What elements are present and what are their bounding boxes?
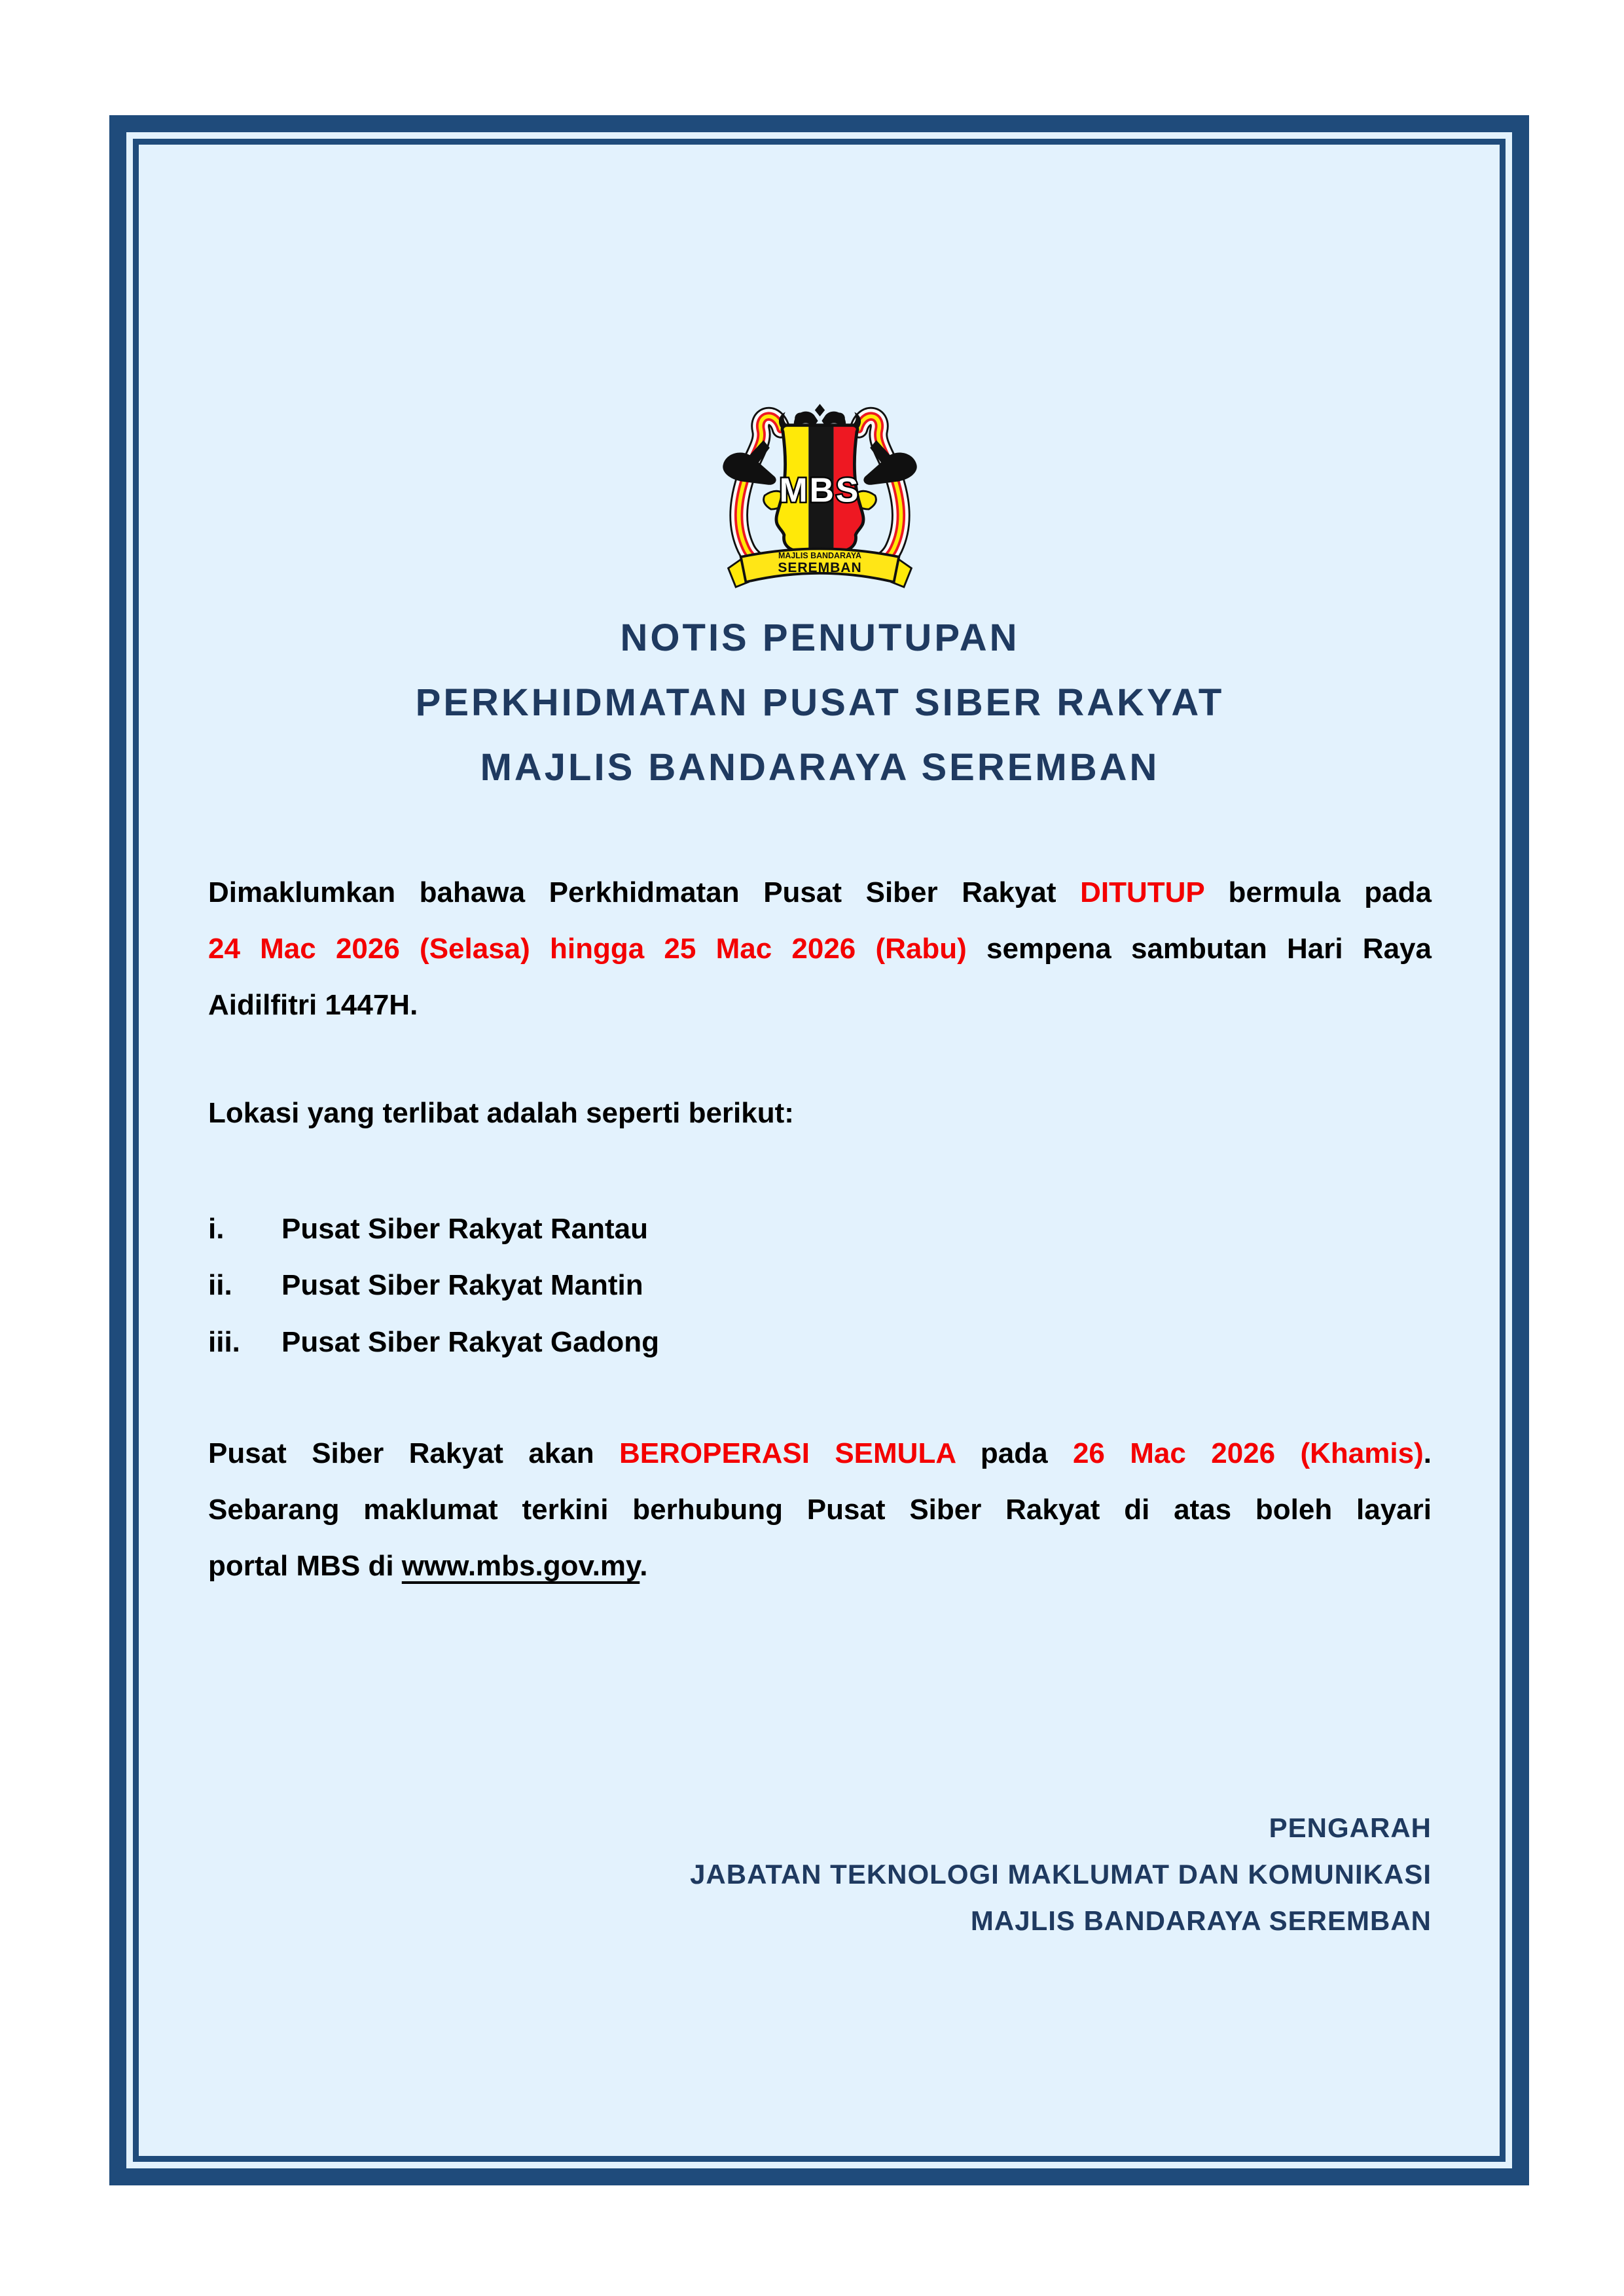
text-segment: Aidilfitri 1447H. [208, 989, 418, 1021]
mbs-crest-logo [707, 401, 933, 590]
paragraph-line [208, 1538, 1432, 1594]
text-segment: bermula pada [1204, 876, 1432, 908]
crest-banner [729, 548, 912, 586]
list-item [208, 1201, 1432, 1257]
crest-acronym: MBS [779, 471, 861, 509]
text-segment: portal MBS di [208, 1550, 402, 1582]
banner-text-line1: MAJLIS BANDARAYA [778, 550, 861, 560]
paragraph-line [208, 865, 1432, 921]
text-segment: pada [955, 1437, 1073, 1469]
list-item [208, 1314, 1432, 1371]
title-line-3: MAJLIS BANDARAYA SEREMBAN [480, 746, 1160, 789]
mbs-crest-svg [707, 401, 933, 590]
text-segment: sempena sambutan Hari Raya [966, 933, 1432, 965]
title-line-2: PERKHIDMATAN PUSAT SIBER RAKYAT [415, 681, 1225, 724]
notice-title [208, 605, 1432, 800]
list-item [208, 1257, 1432, 1314]
mbs-portal-link[interactable]: www.mbs.gov.my [401, 1550, 640, 1582]
signature-department: JABATAN TEKNOLOGI MAKLUMAT DAN KOMUNIKASI [690, 1859, 1432, 1890]
title-line-1: NOTIS PENUTUPAN [620, 617, 1020, 659]
signature-organisation: MAJLIS BANDARAYA SEREMBAN [970, 1905, 1432, 1936]
paragraph-line [208, 1426, 1432, 1482]
text-segment: 24 Mac 2026 (Selasa) hingga 25 Mac 2026 (Rabu) [208, 933, 967, 965]
list-numeral: ii. [208, 1269, 232, 1301]
list-location-name: Pusat Siber Rakyat Gadong [281, 1326, 660, 1358]
paragraph-reopening [208, 1426, 1432, 1594]
signature-role: PENGARAH [1269, 1812, 1432, 1843]
banner-text-line2: SEREMBAN [778, 560, 862, 575]
text-segment: . [640, 1550, 648, 1582]
text-segment: . [1423, 1437, 1432, 1469]
paragraph-closure [208, 865, 1432, 1033]
paragraph-locations-intro: Lokasi yang terlibat adalah seperti berikut: [208, 1097, 794, 1129]
paragraph-line [208, 1482, 1432, 1538]
list-numeral: i. [208, 1213, 225, 1245]
paragraph-line [208, 921, 1432, 977]
list-location-name: Pusat Siber Rakyat Mantin [281, 1269, 643, 1301]
list-numeral: iii. [208, 1326, 240, 1358]
crest-shield [770, 420, 871, 558]
list-location-name: Pusat Siber Rakyat Rantau [281, 1213, 648, 1245]
text-segment: 26 Mac 2026 (Khamis) [1072, 1437, 1424, 1469]
paragraph-line [208, 977, 1432, 1033]
text-segment: Dimaklumkan bahawa Perkhidmatan Pusat Siber Rakyat [208, 876, 1081, 908]
text-segment: Pusat Siber Rakyat akan [208, 1437, 619, 1469]
signature-block [208, 1804, 1432, 1944]
text-segment: DITUTUP [1080, 876, 1204, 908]
text-segment: BEROPERASI SEMULA [619, 1437, 956, 1469]
text-segment: Sebarang maklumat terkini berhubung Pusat Siber Rakyat di atas boleh layari [208, 1494, 1432, 1526]
